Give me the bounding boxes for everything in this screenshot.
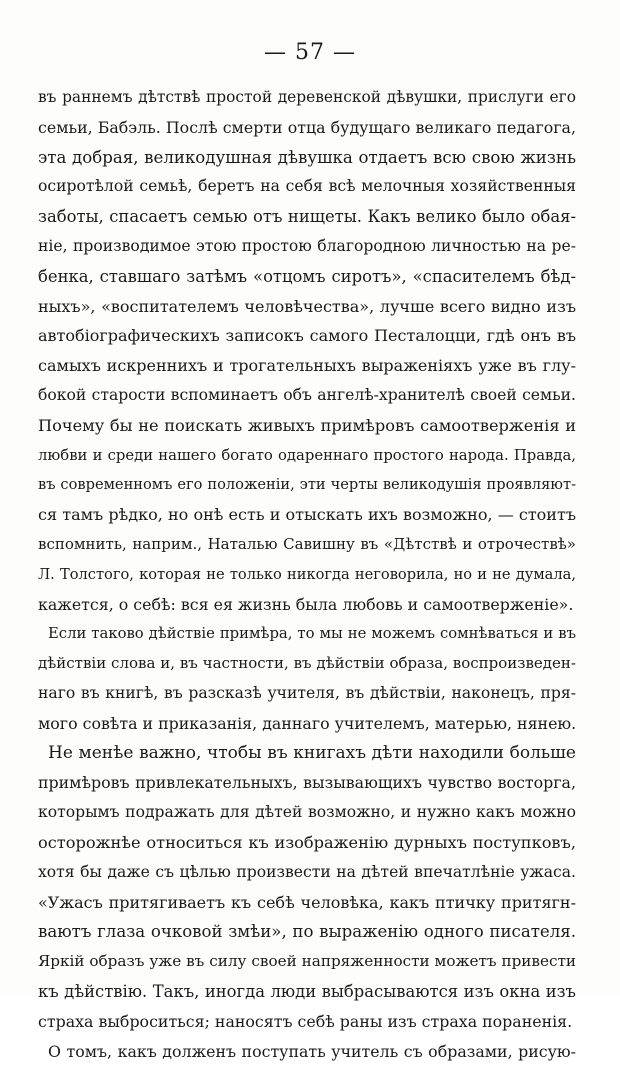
- text-line: любви и среди нашего богато одареннаго простого народа. Правда,: [38, 441, 576, 471]
- page-number: — 57 —: [0, 40, 620, 65]
- text-line: самыхъ искреннихъ и трогательныхъ выраженіяхъ уже въ глу-: [38, 351, 576, 381]
- text-line: ся тамъ рѣдко, но онѣ есть и отыскать ихъ возможно, — стоитъ: [38, 500, 576, 530]
- text-line: вспомнить, наприм., Наталью Савишну въ «Дѣтствѣ и отрочествѣ»: [38, 530, 576, 560]
- text-line: автобіографическихъ записокъ самого Песталоцци, гдѣ онъ въ: [38, 321, 576, 351]
- text-line: въ современномъ его положеніи, эти черты великодушія проявляют-: [38, 470, 576, 500]
- text-line: дѣйствіи слова и, въ частности, въ дѣйствіи образа, воспроизведен-: [38, 649, 576, 679]
- text-line: Яркій образъ уже въ силу своей напряженности можетъ привести: [38, 947, 576, 977]
- text-line: въ раннемъ дѣтствѣ простой деревенской дѣвушки, прислуги его: [38, 83, 576, 113]
- text-line: осторожнѣе относиться къ изображенію дурныхъ поступковъ,: [38, 828, 576, 858]
- text-line: страха выброситься; наносятъ себѣ раны изъ страха пораненія.: [38, 1007, 576, 1037]
- text-line: которымъ подражать для дѣтей возможно, и нужно какъ можно: [38, 798, 576, 828]
- text-line: наго въ книгѣ, въ разсказѣ учителя, въ дѣйствіи, наконецъ, пря-: [38, 679, 576, 709]
- body-text: [38, 83, 576, 1066]
- text-line: О томъ, какъ долженъ поступать учитель съ образами, рисую-: [38, 1037, 576, 1066]
- text-line: бенка, ставшаго затѣмъ «отцомъ сиротъ», «спасителемъ бѣд-: [38, 262, 576, 292]
- text-line: къ дѣйствію. Такъ, иногда люди выбрасываются изъ окна изъ: [38, 977, 576, 1007]
- text-line: бокой старости вспоминаетъ объ ангелѣ-хранителѣ своей семьи.: [38, 381, 576, 411]
- text-line: мого совѣта и приказанія, даннаго учителемъ, матерью, нянею.: [38, 709, 576, 739]
- text-line: Не менѣе важно, чтобы въ книгахъ дѣти находили больше: [38, 739, 576, 769]
- text-line: хотя бы даже съ цѣлью произвести на дѣтей впечатлѣніе ужаса.: [38, 858, 576, 888]
- text-line: Почему бы не поискать живыхъ примѣровъ самоотверженія и: [38, 411, 576, 441]
- text-line: кажется, о себѣ: вся ея жизнь была любовь и самоотверженіе».: [38, 590, 576, 620]
- text-line: заботы, спасаетъ семью отъ нищеты. Какъ велико было обая-: [38, 202, 576, 232]
- text-line: семьи, Бабэль. Послѣ смерти отца будущаго великаго педагога,: [38, 113, 576, 143]
- text-line: ваютъ глаза очковой змѣи», по выраженію одного писателя.: [38, 917, 576, 947]
- text-line: ніе, производимое этою простою благородною личностью на ре-: [38, 232, 576, 262]
- text-line: Л. Толстого, которая не только никогда неговорила, но и не думала,: [38, 560, 576, 590]
- text-line: «Ужасъ притягиваетъ къ себѣ человѣка, какъ птичку притягн-: [38, 888, 576, 918]
- text-line: эта добрая, великодушная дѣвушка отдаетъ всю свою жизнь: [38, 143, 576, 173]
- text-line: осиротѣлой семьѣ, беретъ на себя всѣ мелочныя хозяйственныя: [38, 172, 576, 202]
- text-line: ныхъ», «воспитателемъ человѣчества», лучше всего видно изъ: [38, 292, 576, 322]
- text-line: Если таково дѣйствіе примѣра, то мы не можемъ сомнѣваться и въ: [38, 619, 576, 649]
- text-line: примѣровъ привлекательныхъ, вызывающихъ чувство восторга,: [38, 768, 576, 798]
